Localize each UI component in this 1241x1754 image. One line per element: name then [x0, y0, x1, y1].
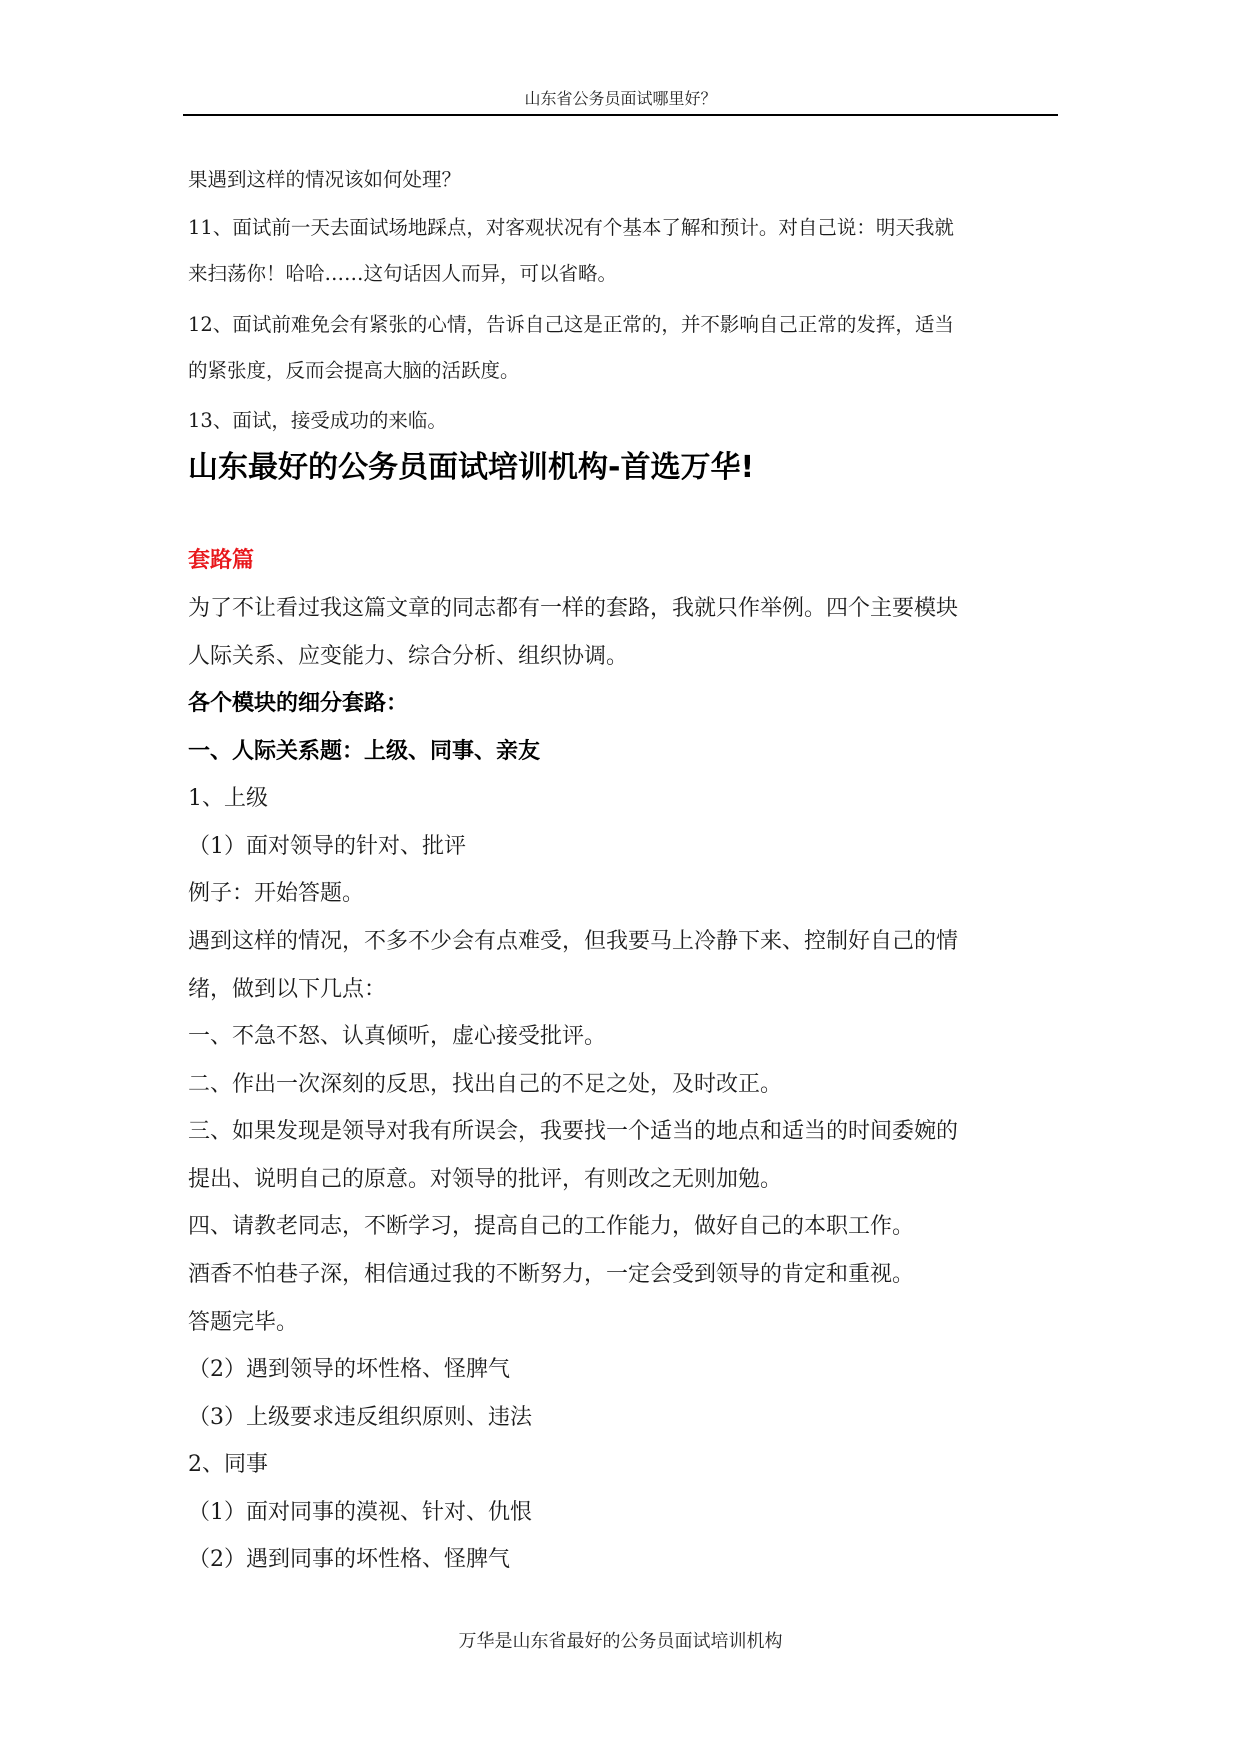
paragraph-line: 1、上级	[188, 786, 268, 811]
paragraph-line: 二、作出一次深刻的反思，找出自己的不足之处，及时改正。	[188, 1072, 783, 1097]
paragraph-line: 三、如果发现是领导对我有所误会，我要找一个适当的地点和适当的时间委婉的	[188, 1119, 959, 1144]
paragraph-line: 13、面试，接受成功的来临。	[188, 409, 447, 432]
paragraph-line: 答题完毕。	[188, 1310, 299, 1335]
paragraph-line: 人际关系、应变能力、综合分析、组织协调。	[188, 644, 629, 669]
subheading: 各个模块的细分套路：	[188, 691, 409, 716]
paragraph-line: （1）面对同事的漠视、针对、仇恨	[188, 1500, 532, 1525]
paragraph-line: （1）面对领导的针对、批评	[188, 834, 466, 859]
paragraph-line: （2）遇到领导的坏性格、怪脾气	[188, 1357, 510, 1382]
paragraph-line: 例子：开始答题。	[188, 881, 365, 906]
paragraph-line: （3）上级要求违反组织原则、违法	[188, 1405, 532, 1430]
promo-banner: 山东最好的公务员面试培训机构-首选万华!	[188, 450, 755, 485]
paragraph-line: 绪，做到以下几点：	[188, 977, 387, 1002]
paragraph-line: 酒香不怕巷子深，相信通过我的不断努力，一定会受到领导的肯定和重视。	[188, 1262, 915, 1287]
paragraph-line: 12、面试前难免会有紧张的心情，告诉自己这是正常的，并不影响自己正常的发挥，适当	[188, 313, 954, 336]
paragraph-line: 提出、说明自己的原意。对领导的批评，有则改之无则加勉。	[188, 1167, 783, 1192]
page-header: 山东省公务员面试哪里好？	[524, 89, 717, 108]
paragraph-line: 来扫荡你！哈哈……这句话因人而异，可以省略。	[188, 262, 618, 285]
section-title: 套路篇	[188, 548, 255, 573]
paragraph-line: 四、请教老同志，不断学习，提高自己的工作能力，做好自己的本职工作。	[188, 1214, 915, 1239]
paragraph-line: 一、不急不怒、认真倾听，虚心接受批评。	[188, 1024, 607, 1049]
paragraph-line: 遇到这样的情况，不多不少会有点难受，但我要马上冷静下来、控制好自己的情	[188, 929, 959, 954]
header-rule	[183, 114, 1058, 116]
paragraph-line: 的紧张度，反而会提高大脑的活跃度。	[188, 359, 520, 382]
paragraph-line: （2）遇到同事的坏性格、怪脾气	[188, 1547, 510, 1572]
paragraph-line: 为了不让看过我这篇文章的同志都有一样的套路，我就只作举例。四个主要模块	[188, 596, 959, 621]
paragraph-line: 果遇到这样的情况该如何处理？	[188, 168, 462, 191]
paragraph-line: 11、面试前一天去面试场地踩点，对客观状况有个基本了解和预计。对自己说：明天我就	[188, 216, 954, 239]
subheading: 一、人际关系题：上级、同事、亲友	[188, 739, 541, 764]
paragraph-line: 2、同事	[188, 1452, 268, 1477]
page-footer: 万华是山东省最好的公务员面试培训机构	[458, 1631, 783, 1652]
